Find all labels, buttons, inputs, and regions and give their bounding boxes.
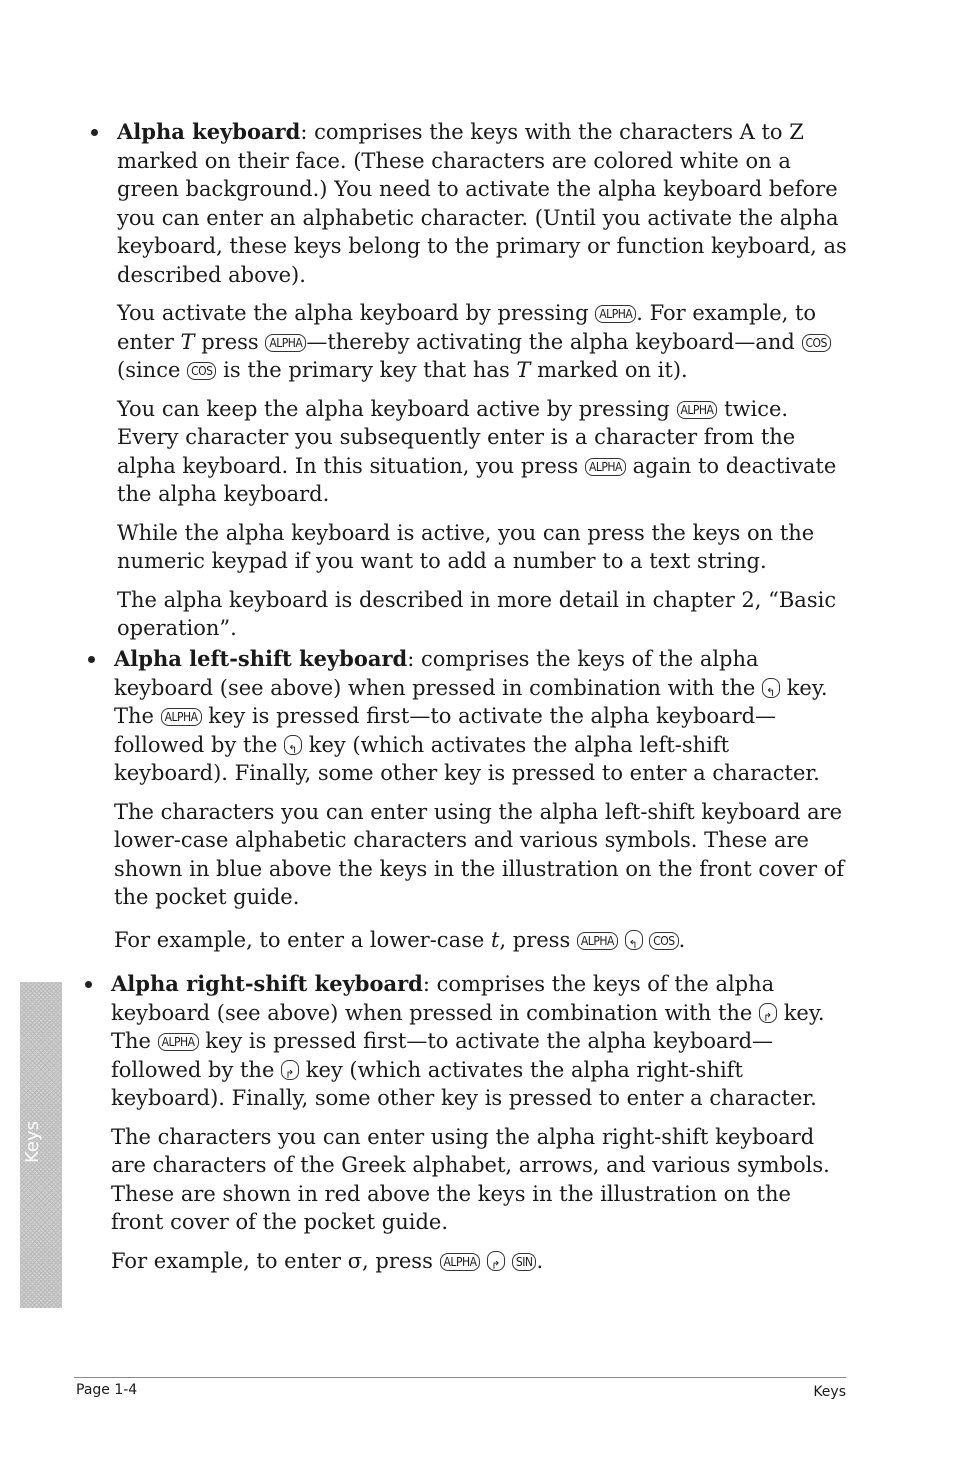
- alpha-key-icon: ALPHA: [158, 1033, 199, 1051]
- left-shift-key-icon: [284, 735, 302, 755]
- right-shift-key-icon: [281, 1060, 299, 1080]
- paragraph: You can keep the alpha keyboard active by pressing ALPHA twice. Every character you subsequently enter is a character from the alpha keyboard. In this situation, you press ALPHA again to deactivate the alpha keyboard.: [117, 396, 837, 506]
- paragraph: While the alpha keyboard is active, you can press the keys on the numeric keypad if you want to add a number to a text string.: [117, 520, 815, 573]
- term: Alpha right-shift keyboard: [111, 971, 423, 996]
- term: Alpha left-shift keyboard: [114, 646, 408, 671]
- paragraph: For example, to enter a lower-case t, press ALPHA ↰ COS .: [114, 926, 848, 955]
- alpha-key-icon: ALPHA: [595, 305, 636, 323]
- alpha-key-icon: ALPHA: [577, 932, 618, 950]
- alpha-key-icon: ALPHA: [265, 334, 306, 352]
- cos-key-icon: COS: [802, 334, 831, 352]
- paragraph: For example, to enter σ, press ALPHA ↱ SIN .: [111, 1247, 848, 1276]
- alpha-key-icon: ALPHA: [585, 458, 626, 476]
- bullet-dot: [88, 656, 95, 663]
- running-footer: Keys: [813, 1384, 846, 1400]
- paragraph: You activate the alpha keyboard by pressing ALPHA . For example, to enter T press ALPHA —thereby activating the alpha keyboard—and COS (since COS is the primary key that has T marked on it).: [117, 299, 847, 385]
- paragraph: The characters you can enter using the alpha left-shift keyboard are lower-case alphabetic characters and various symbols. These are shown in blue above the keys in the illustration on the front cover of the pocket guide.: [114, 799, 845, 909]
- left-shift-key-icon: [762, 678, 780, 698]
- paragraph: The characters you can enter using the alpha right-shift keyboard are characters of the Greek alphabet, arrows, and various symbols. These are shown in red above the keys in the illustration on the front cover of the pocket guide.: [111, 1124, 830, 1234]
- left-shift-key-icon: [625, 930, 643, 950]
- alpha-key-icon: ALPHA: [161, 708, 202, 726]
- cos-key-icon: COS: [649, 932, 678, 950]
- alpha-key-icon: ALPHA: [440, 1253, 481, 1271]
- bullet-alpha-left-shift: [114, 645, 848, 964]
- page-number: Page 1-4: [76, 1382, 138, 1398]
- bullet-dot: [85, 981, 92, 988]
- right-shift-key-icon: [759, 1003, 777, 1023]
- sin-key-icon: SIN: [512, 1253, 537, 1271]
- term: Alpha keyboard: [117, 119, 301, 144]
- section-tab: [20, 982, 62, 1308]
- bullet-alpha-right-shift: [111, 970, 848, 1285]
- section-tab-label: Keys: [22, 1121, 43, 1164]
- bullet-dot: [91, 129, 98, 136]
- bullet-alpha-keyboard: [117, 118, 847, 653]
- footer-divider: [74, 1377, 846, 1378]
- paragraph: Alpha left-shift keyboard: comprises the keys of the alpha keyboard (see above) when pressed in combination with the ↰ key. The ALPHA key is pressed first—to activate the alpha keyboard—followed by the ↰ key (which activates the alpha left-shift keyboard). Finally, some other key is pressed to enter a character.: [114, 645, 848, 788]
- paragraph: The alpha keyboard is described in more detail in chapter 2, “Basic operation”.: [117, 587, 837, 640]
- paragraph: Alpha keyboard: comprises the keys with the characters A to Z marked on their face. (These characters are colored white on a green background.) You need to activate the alpha keyboard before you can enter an alphabetic character. (Until you activate the alpha keyboard, these keys belong to the primary or function keyboard, as described above).: [117, 119, 847, 287]
- right-shift-key-icon: [487, 1251, 505, 1271]
- alpha-key-icon: ALPHA: [677, 401, 718, 419]
- cos-key-icon: COS: [187, 362, 216, 380]
- paragraph: Alpha right-shift keyboard: comprises the keys of the alpha keyboard (see above) when pressed in combination with the ↱ key. The ALPHA key is pressed first—to activate the alpha keyboard—followed by the ↱ key (which activates the alpha right-shift keyboard). Finally, some other key is pressed to enter a character.: [111, 970, 848, 1113]
